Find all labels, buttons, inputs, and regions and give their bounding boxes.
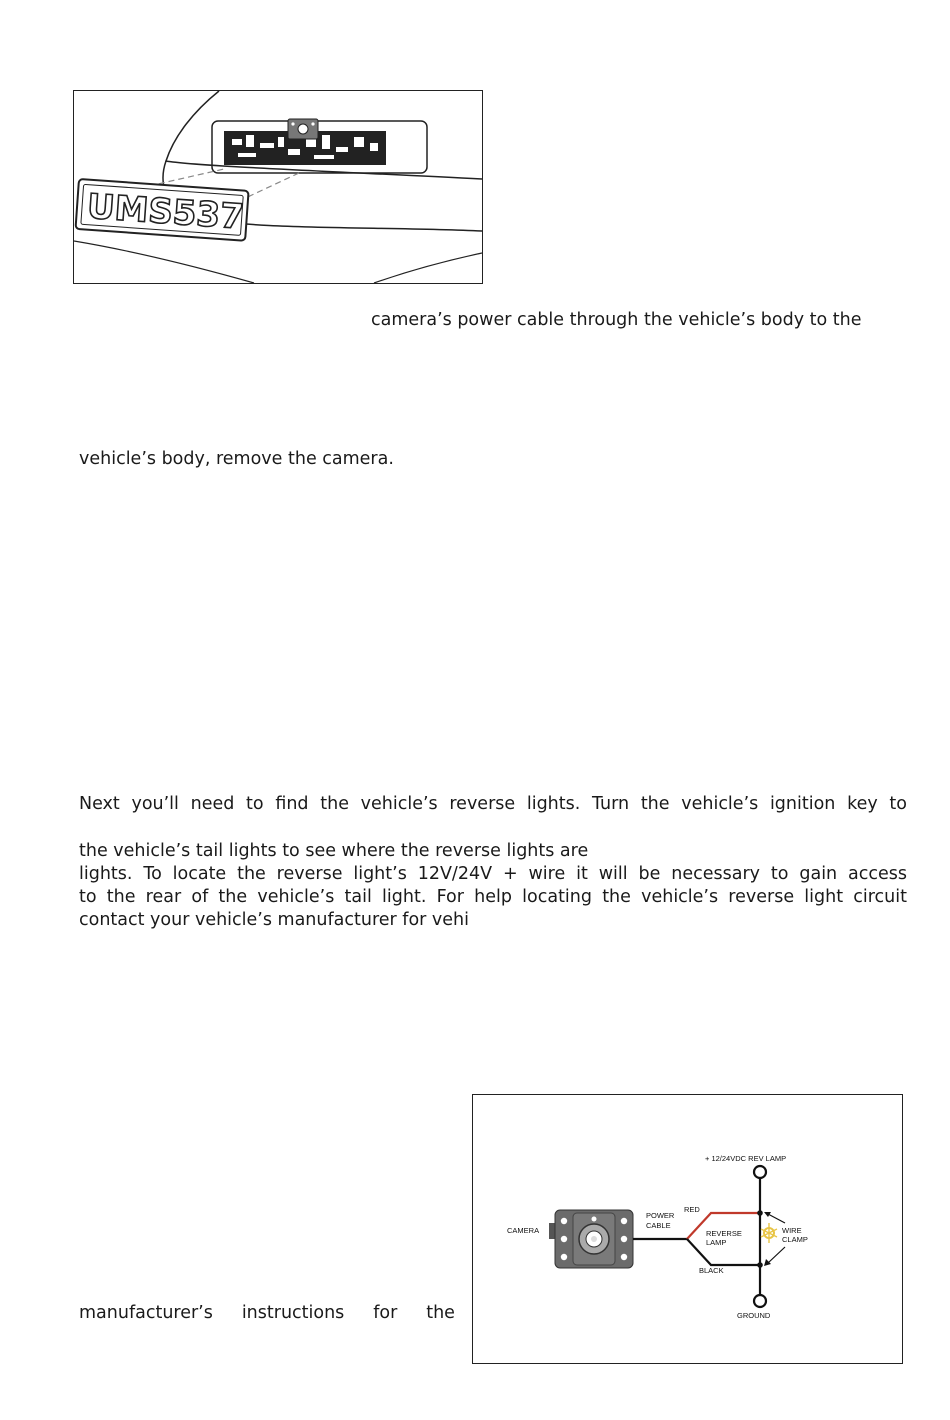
wiring-diagram (472, 1094, 903, 1364)
word: manufacturer’s (79, 1303, 213, 1323)
wiring-diagram-svg (473, 1095, 902, 1363)
cable-label: CABLE (646, 1221, 671, 1230)
plate-text: UMS537 (85, 186, 246, 238)
text-line-7: contact your vehicle’s manufacturer for vehi (79, 910, 469, 930)
text-line-6: to the rear of the vehicle’s tail light. For help locating the vehicle’s reverse light circuit (79, 887, 907, 907)
word: the (426, 1303, 455, 1323)
red-label: RED (684, 1205, 700, 1214)
lamp-label: LAMP (706, 1238, 727, 1247)
text-line-2: vehicle’s body, remove the camera. (79, 449, 394, 469)
clamp-label: CLAMP (782, 1235, 808, 1244)
text-line-1: camera’s power cable through the vehicle’s body to the (371, 310, 862, 330)
word: for (373, 1303, 398, 1323)
camera-label: CAMERA (507, 1226, 540, 1235)
license-plate-camera-illustration (73, 90, 483, 284)
ground-label: GROUND (737, 1311, 771, 1320)
power-label: POWER (646, 1211, 675, 1220)
car-rear-drawing (74, 91, 482, 283)
text-line-8 (79, 1302, 455, 1325)
reverse-label: REVERSE (706, 1229, 742, 1238)
wire-label: WIRE (782, 1226, 802, 1235)
ground-terminal (754, 1295, 766, 1307)
black-label: BLACK (699, 1266, 724, 1275)
text-line-4: the vehicle’s tail lights to see where the reverse lights are (79, 841, 589, 861)
text-line-3: Next you’ll need to find the vehicle’s reverse lights. Turn the vehicle’s ignition key to (79, 794, 907, 814)
word: instructions (241, 1303, 345, 1323)
rev-lamp-terminal (754, 1166, 766, 1178)
rev-lamp-label: + 12/24VDC REV LAMP (705, 1154, 787, 1163)
camera-icon (549, 1210, 633, 1268)
wire-clamp-icon (761, 1223, 777, 1243)
text-line-5: lights. To locate the reverse light’s 12V/24V + wire it will be necessary to gain access (79, 864, 907, 884)
